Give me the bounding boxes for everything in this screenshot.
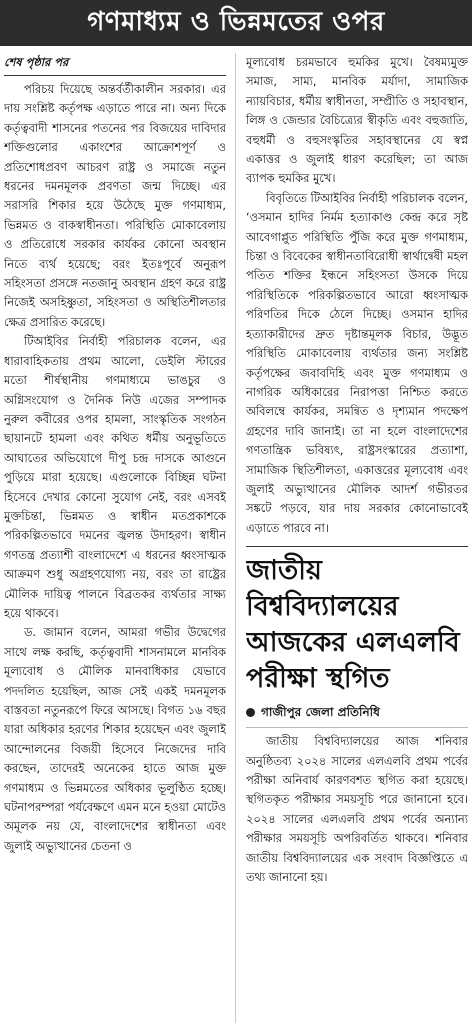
story2-headline: জাতীয় বিশ্ববিদ্যালয়ের আজকের এলএলবি পরীক্ষা স্থগিত: [246, 555, 460, 695]
continued-from-label: শেষ পৃষ্ঠার পর: [4, 55, 69, 69]
article-paragraph: ড. জামান বলেন, আমরা গভীর উদ্বেগের সাথে লক্ষ করছি, কর্তৃত্ববাদী শাসনামলে মানবিক মূল্যবোধ ও মৌলিক মানবাধিকার যেভাবে পদদলিত হয়েছিল, আজ সেই একই দমনমূলক বাস্তবতা নতুনরূপে ফিরে আসছে। বিগত ১৬ বছর যারা অধিকার হরণের শিকার হয়েছেন এবং জুলাই আন্দোলনের বিজয়ী হিসেবে নিজেদের দাবি করছেন, তাদেরই অনেকের হাতে আজ মুক্ত গণমাধ্যম ও ভিন্নমতের অধিকার ভূলুণ্ঠিত হচ্ছে। ঘটনাপরম্পরা পর্যবেক্ষণে এমন মনে হওয়া মোটেও অমূলক নয় যে, বাংলাদেশের স্বাধীনতা এবং জুলাই অভ্যুত্থানের চেতনা ও: [4, 625, 226, 853]
article-paragraph: মূল্যবোধ চরমভাবে হুমকির মুখে। বৈষম্যমুক্ত সমাজ, সাম্য, মানবিক মর্যাদা, সামাজিক ন্যায়বিচার, ধর্মীয় স্বাধীনতা, সম্প্রীতি ও সহাবস্থান, লিঙ্গ ও জেন্ডার বৈচিত্র্যের স্বীকৃতি এবং বহুজাতি, বহুধর্মী ও বহুসংস্কৃতির সহাবস্থানের যে স্বপ্ন একাত্তর ও জুলাই ধারণ করেছিল; তা আজ ব্যাপক হুমকির মুখে।: [246, 55, 468, 186]
headline-banner: [0, 0, 472, 46]
article-paragraph: টিআইবির নির্বাহী পরিচালক বলেন, এর ধারাবাহিকতায় প্রথম আলো, ডেইলি স্টারের মতো শীর্ষস্থানীয় গণমাধ্যমে ভাঙচুর ও অগ্নিসংযোগ ও দৈনিক নিউ এজের সম্পাদক নুরুল কবীরের ওপর হামলা, সাংস্কৃতিক সংগঠন ছায়ানটে হামলা এবং কথিত ধর্মীয় অনুভূতিতে আঘাতের অভিযোগে দীপু চন্দ্র দাসকে আগুনে পুড়িয়ে মারা হয়েছে। এগুলোকে বিচ্ছিন্ন ঘটনা হিসেবে দেখার কোনো সুযোগ নেই, বরং এসবই মুক্তচিন্তা, ভিন্নমত ও স্বাধীন মতপ্রকাশকে পরিকল্পিতভাবে দমনের জ্বলন্ত উদাহরণ। স্বাধীন গণতন্ত্র প্রত্যাশী বাংলাদেশে এ ধরনের ধ্বংসাত্মক আক্রমণ শুধু অগ্রহণযোগ্য নয়, বরং তা রাষ্ট্রের মৌলিক দায়িত্ব পালনে বিব্রতকর ব্যর্থতার সাক্ষ্য হয়ে থাকবে।: [4, 334, 226, 620]
column-divider: [235, 53, 236, 1023]
kicker-rule: [4, 75, 226, 76]
byline-rule: [246, 727, 468, 728]
bullet-icon: [246, 708, 255, 717]
right-column: [246, 53, 468, 1023]
story2-byline: [246, 703, 468, 721]
left-column: [4, 53, 226, 1023]
story-separator: [246, 546, 468, 547]
byline-text: গাজীপুর জেলা প্রতিনিধি: [261, 705, 380, 720]
article-paragraph: বিবৃতিতে টিআইবির নির্বাহী পরিচালক বলেন, ‘ওসমান হাদির নির্মম হত্যাকাণ্ড কেন্দ্র করে সৃষ্ট আবেগাপ্লুত পরিস্থিতি পুঁজি করে মুক্ত গণমাধ্যম, চিন্তা ও বিবেকের স্বাধীনতাবিরোধী স্বার্থান্বেষী মহল পতিত শক্তির ইন্ধনে সহিংসতা উসকে দিয়ে পরিস্থিতিকে পরিকল্পিতভাবে আরো ধ্বংসাত্মক পরিণতির দিকে ঠেলে দিচ্ছে। ওসমান হাদির হত্যাকারীদের দ্রুত দৃষ্টান্তমূলক বিচার, উদ্ভূত পরিস্থিতি মোকাবেলায় ব্যর্থতার জন্য সংশ্লিষ্ট কর্তৃপক্ষের জবাবদিহি এবং মুক্ত গণমাধ্যম ও নাগরিক অধিকারের নিরাপত্তা নিশ্চিত করতে অবিলম্বে কার্যকর, সমন্বিত ও দৃশ্যমান পদক্ষেপ গ্রহণের দাবি জানাই। তা না হলে বাংলাদেশের গণতান্ত্রিক ভবিষ্যৎ, রাষ্ট্রসংস্কারের প্রত্যাশা, সামাজিক স্থিতিশীলতা, একাত্তরের মূল্যবোধ এবং জুলাই অভ্যুত্থানের মৌলিক আদর্শ গভীরতর সঙ্কটে পড়বে, যার দায় সরকার কোনোভাবেই এড়াতে পারবে না।: [246, 190, 468, 535]
story2-body: জাতীয় বিশ্ববিদ্যালয়ের আজ শনিবার অনুষ্ঠিতব্য ২০২৪ সালের এলএলবি প্রথম পর্বের পরীক্ষা অনিবার্য কারণবশত স্থগিত করা হয়েছে। স্থগিতকৃত পরীক্ষার সময়সূচি পরে জানানো হবে। ২০২৪ সালের এলএলবি প্রথম পর্বের অন্যান্য পরীক্ষার সময়সূচি অপরিবর্তিত থাকবে। শনিবার জাতীয় বিশ্ববিদ্যালয়ের এক সংবাদ বিজ্ঞপ্তিতে এ তথ্য জানানো হয়।: [246, 734, 468, 884]
article-paragraph: পরিচয় দিয়েছে অন্তর্বর্তীকালীন সরকার। এর দায় সংশ্লিষ্ট কর্তৃপক্ষ এড়াতে পারে না। অন্য দিকে কর্তৃত্ববাদী শাসনের পতনের পর বিজয়ের দাবিদার শক্তিগুলোর একাংশের আক্রোশপূর্ণ ও প্রতিশোধপ্রবণ আচরণ রাষ্ট্র ও সমাজে নতুন ধরনের দমনমূলক প্রবণতা জন্ম দিচ্ছে। এর সরাসরি শিকার হয়ে উঠেছে মুক্ত গণমাধ্যম, ভিন্নমত ও বাকস্বাধীনতা। পরিস্থিতি মোকাবেলায় ও প্রতিরোধে সরকার কার্যকর কোনো অবস্থান নিতে ব্যর্থ হয়েছে; বরং ইতঃপূর্বে অনুরূপ সহিংসতা প্রসঙ্গে নতজানু অবস্থান গ্রহণ করে রাষ্ট্র নিজেই অসহিষ্ণুতা, সহিংসতা ও অস্থিতিশীলতার ক্ষেত্র প্রসারিত করেছে।: [4, 82, 226, 329]
page-headline: গণমাধ্যম ও ভিন্নমতের ওপর: [87, 7, 385, 37]
